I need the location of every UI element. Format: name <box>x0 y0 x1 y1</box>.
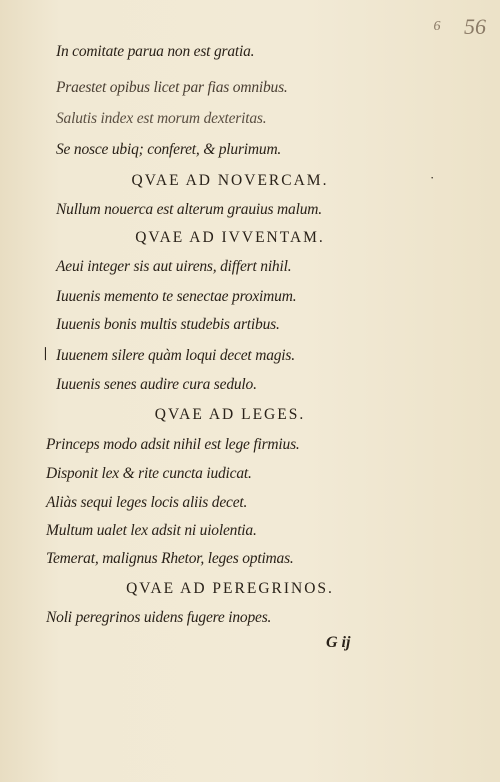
text-line: Aliàs sequi leges locis aliis decet. <box>46 494 248 511</box>
folio-pencil: 6 <box>433 19 441 34</box>
margin-dot-mark: · <box>430 170 435 185</box>
folio-number <box>434 14 487 40</box>
section-heading: QVAE AD LEGES. <box>154 406 306 423</box>
section-heading: QVAE AD NOVERCAM. <box>131 172 329 189</box>
folio-ink: 56 <box>464 14 486 39</box>
text-line: Praestet opibus licet par fias omnibus. <box>56 79 288 96</box>
text-line: Aeui integer sis aut uirens, differt nihil. <box>56 258 292 275</box>
text-line: Noli peregrinos uidens fugere inopes. <box>46 609 272 626</box>
text-line: Iuuenis bonis multis studebis artibus. <box>56 316 280 333</box>
text-line: Iuuenis memento te senectae proximum. <box>56 288 297 305</box>
text-line: Multum ualet lex adsit ni uiolentia. <box>46 522 257 539</box>
text-line: Princeps modo adsit nihil est lege firmius. <box>46 436 300 453</box>
margin-bar-mark: ❘ <box>40 345 51 360</box>
text-line: Disponit lex & rite cuncta iudicat. <box>46 465 252 482</box>
text-line: Salutis index est morum dexteritas. <box>56 110 267 127</box>
section-heading: QVAE AD IVVENTAM. <box>135 229 325 246</box>
text-line: Se nosce ubiq; conferet, & plurimum. <box>56 141 282 158</box>
text-line: In comitate parua non est gratia. <box>56 43 255 60</box>
text-line: Temerat, malignus Rhetor, leges optimas. <box>46 550 294 567</box>
text-line: Iuuenem silere quàm loqui decet magis. <box>56 347 295 364</box>
text-line: Iuuenis senes audire cura sedulo. <box>56 376 257 393</box>
text-line: Nullum nouerca est alterum grauius malum. <box>56 201 322 218</box>
section-heading: QVAE AD PEREGRINOS. <box>126 580 334 597</box>
signature-mark: G ij <box>326 634 351 651</box>
